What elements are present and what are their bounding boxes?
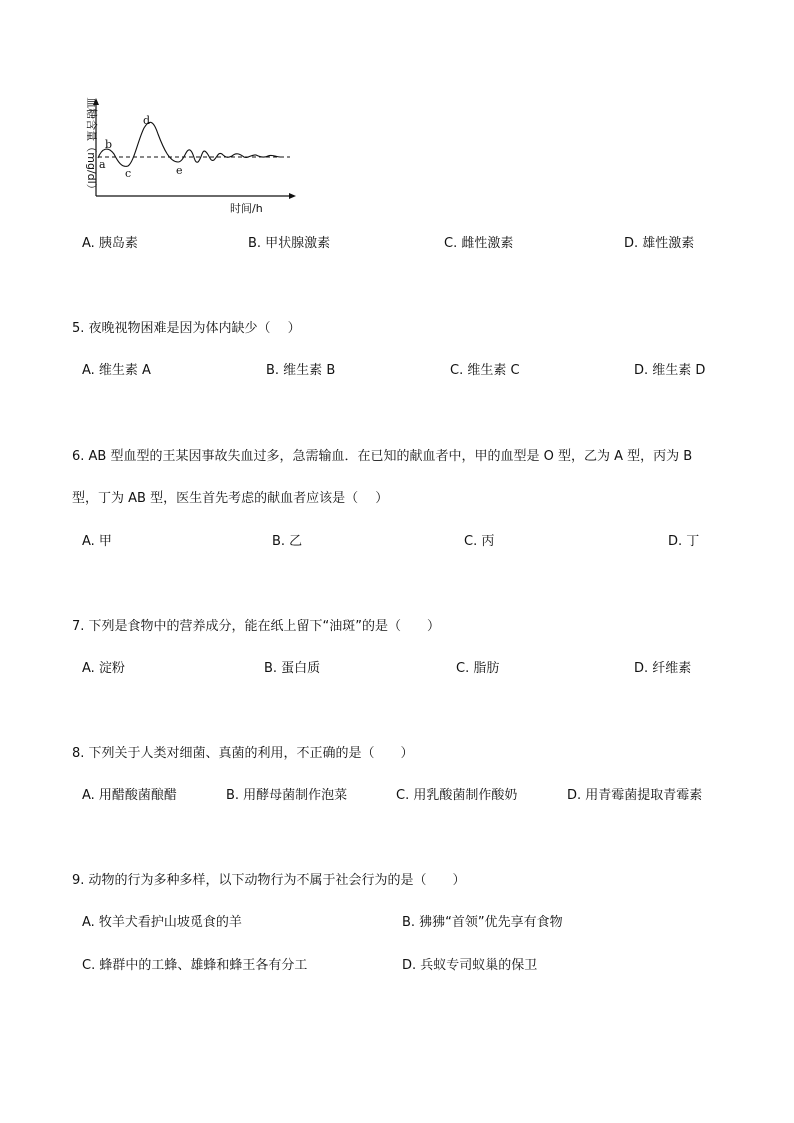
q8-stem: 8. 下列关于人类对细菌、真菌的利用，不正确的是（ ） — [72, 746, 414, 761]
y-axis-label: 血糖含量（mg/dl） — [85, 97, 98, 195]
q7-option-d[interactable]: D. 纤维素 — [634, 661, 692, 676]
q7-option-b[interactable]: B. 蛋白质 — [264, 661, 321, 676]
q4-option-b[interactable]: B. 甲状腺激素 — [248, 236, 331, 251]
q9-option-d[interactable]: D. 兵蚁专司蚁巢的保卫 — [402, 958, 538, 973]
q7-option-a[interactable]: A. 淀粉 — [82, 661, 125, 676]
q6-option-c[interactable]: C. 丙 — [464, 534, 495, 549]
q6-option-b[interactable]: B. 乙 — [272, 534, 303, 549]
glucose-curve — [98, 122, 280, 166]
q4-option-a[interactable]: A. 胰岛素 — [82, 236, 138, 251]
q5-stem: 5. 夜晚视物困难是因为体内缺少（ ） — [72, 321, 301, 336]
point-label-c: c — [125, 167, 132, 180]
q6-option-a[interactable]: A. 甲 — [82, 534, 112, 549]
q8-option-d[interactable]: D. 用青霉菌提取青霉素 — [567, 788, 703, 803]
blood-glucose-figure — [70, 96, 300, 220]
q9-option-a[interactable]: A. 牧羊犬看护山坡觅食的羊 — [82, 915, 242, 930]
q9-option-c[interactable]: C. 蜂群中的工蜂、雄蜂和蜂王各有分工 — [82, 958, 308, 973]
q8-option-a[interactable]: A. 用醋酸菌酿醋 — [82, 788, 177, 803]
q9-stem: 9. 动物的行为多种多样，以下动物行为不属于社会行为的是（ ） — [72, 873, 466, 888]
glucose-curve-diagram — [70, 96, 300, 220]
q6-option-d[interactable]: D. 丁 — [668, 534, 700, 549]
q7-option-c[interactable]: C. 脂肪 — [456, 661, 500, 676]
q6-stem-line1: 6. AB 型血型的王某因事故失血过多，急需输血．在已知的献血者中，甲的血型是 O 型，乙为 A 型，丙为 B — [72, 449, 693, 464]
q5-option-a[interactable]: A. 维生素 A — [82, 363, 151, 378]
q7-stem: 7. 下列是食物中的营养成分，能在纸上留下“油斑”的是（ ） — [72, 619, 441, 634]
x-axis-arrow — [289, 193, 296, 199]
x-axis-label: 时间/h — [230, 202, 263, 215]
point-label-b: b — [105, 138, 113, 151]
q8-option-b[interactable]: B. 用酵母菌制作泡菜 — [226, 788, 348, 803]
q4-option-c[interactable]: C. 雌性激素 — [444, 236, 514, 251]
point-label-a: a — [99, 158, 106, 171]
q5-option-d[interactable]: D. 维生素 D — [634, 363, 706, 378]
q6-stem-line2: 型，丁为 AB 型，医生首先考虑的献血者应该是（ ） — [72, 491, 389, 506]
point-label-e: e — [176, 164, 183, 177]
q5-option-b[interactable]: B. 维生素 B — [266, 363, 336, 378]
q9-option-b[interactable]: B. 狒狒“首领”优先享有食物 — [402, 915, 563, 930]
q8-option-c[interactable]: C. 用乳酸菌制作酸奶 — [396, 788, 518, 803]
q5-option-c[interactable]: C. 维生素 C — [450, 363, 520, 378]
q4-option-d[interactable]: D. 雄性激素 — [624, 236, 695, 251]
point-label-d: d — [143, 114, 151, 127]
